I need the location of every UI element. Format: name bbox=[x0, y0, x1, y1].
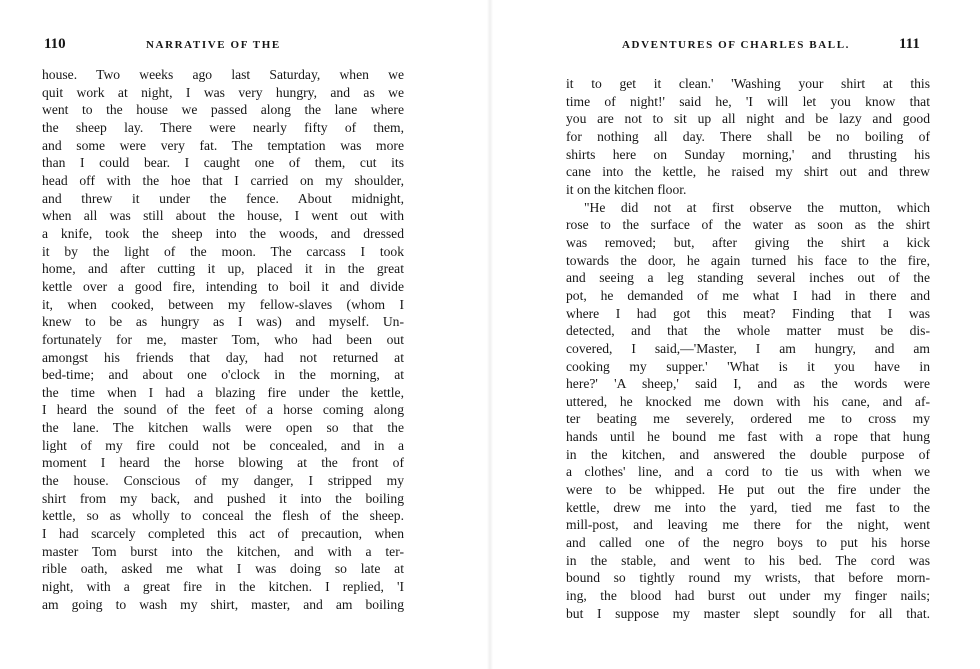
text-line: in the kitchen, and answered the double purpose of bbox=[566, 446, 930, 462]
text-line: for nothing all day. There shall be no boiling of bbox=[566, 128, 930, 144]
body-text bbox=[566, 75, 930, 622]
text-line: mill-post, and leaving me there for the night, went bbox=[566, 517, 930, 533]
text-line: kettle over a good fire, intending to boil it and divide bbox=[42, 278, 404, 294]
text-line: ter beating me severely, ordered me to cross my bbox=[566, 411, 930, 427]
text-line: hands until he bound me fast with a rope that hung bbox=[566, 429, 930, 445]
text-line: I heard the sound of the feet of a horse coming along bbox=[42, 402, 404, 418]
text-line: kettle, so as wholly to conceal the flesh of the sheep. bbox=[42, 508, 404, 524]
text-line: when all was still about the house, I went out with bbox=[42, 208, 404, 224]
text-line: light of my fire could not be concealed, and in a bbox=[42, 437, 404, 453]
text-line: the house. Conscious of my danger, I stripped my bbox=[42, 473, 404, 489]
text-line: the time when I had a blazing fire under the kettle, bbox=[42, 384, 404, 400]
text-line: went to the house we passed along the lane where bbox=[42, 102, 404, 118]
running-head: ADVENTURES OF CHARLES BALL. bbox=[622, 39, 850, 51]
text-line: kettle, drew me into the yard, tied me fast to the bbox=[566, 499, 930, 515]
text-line: rible oath, asked me what I was doing so late at bbox=[42, 561, 404, 577]
text-line: bound so tightly round my wrists, that before morn- bbox=[566, 570, 930, 586]
text-line: shirts here on Sunday morning,' and thrusting his bbox=[566, 146, 930, 162]
text-line: and called one of the negro boys to put his horse bbox=[566, 535, 930, 551]
text-line: time of night!' said he, 'I will let you know that bbox=[566, 93, 930, 109]
text-line: detected, and that the whole matter must be dis- bbox=[566, 323, 930, 339]
text-line: head off with the hoe that I carried on my shoulder, bbox=[42, 172, 404, 188]
text-line: shirt from my back, and pushed it into the boiling bbox=[42, 490, 404, 506]
text-line: amongst his friends that day, had not returned at bbox=[42, 349, 404, 365]
text-line: it by the light of the moon. The carcass I took bbox=[42, 243, 404, 259]
text-line: bed-time; and about one o'clock in the morning, at bbox=[42, 367, 404, 383]
text-line: "He did not at first observe the mutton, which bbox=[584, 199, 930, 215]
text-line: you are not to sit up all night and be lazy and good bbox=[566, 111, 930, 127]
text-line: and some were very fat. The temptation was more bbox=[42, 137, 404, 153]
text-line: it to get it clean.' 'Washing your shirt at this bbox=[566, 76, 930, 91]
text-line: rose to the surface of the water as soon as the shirt bbox=[566, 217, 930, 233]
text-line: cooking my supper.' 'What is it you have in bbox=[566, 358, 930, 374]
text-line: quit work at night, I was very hungry, and as we bbox=[42, 84, 404, 100]
right-page bbox=[490, 0, 980, 669]
text-line: am going to wash my shirt, master, and am boiling bbox=[42, 596, 404, 612]
text-line: moment I heard the horse blowing at the front of bbox=[42, 455, 404, 471]
text-line: were to be whipped. He put out the fire under the bbox=[566, 482, 930, 498]
text-line: I had scarcely completed this act of precaution, when bbox=[42, 526, 404, 542]
text-line: here?' 'A sheep,' said I, and as the words were bbox=[566, 376, 930, 392]
text-line: a clothes' line, and a cord to tie us with when we bbox=[566, 464, 930, 480]
text-line: home, and after cutting it up, placed it in the great bbox=[42, 261, 404, 277]
text-line: cane into the kettle, he raised my shirt out and threw bbox=[566, 164, 930, 180]
text-line: and threw it under the fence. About midnight, bbox=[42, 190, 404, 206]
text-line: house. Two weeks ago last Saturday, when we bbox=[42, 67, 404, 82]
text-line: in the stable, and went to his bed. The cord was bbox=[566, 552, 930, 568]
text-line: where I had got this meat? Finding that I was bbox=[566, 305, 930, 321]
text-line: ing, the blood had burst out under my finger nails; bbox=[566, 588, 930, 604]
text-line: the lane. The kitchen walls were open so that the bbox=[42, 420, 404, 436]
text-line: it on the kitchen floor. bbox=[566, 181, 687, 197]
page-number: 110 bbox=[44, 36, 66, 52]
text-line: master Tom burst into the kitchen, and with a ter- bbox=[42, 543, 404, 559]
text-line: night, with a great fire in the kitchen. I replied, 'I bbox=[42, 579, 404, 595]
text-line: a knife, took the sheep into the woods, and dressed bbox=[42, 225, 404, 241]
running-head: NARRATIVE OF THE bbox=[146, 39, 281, 51]
text-line: than I could bear. I caught one of them, cut its bbox=[42, 155, 404, 171]
text-line: it, when cooked, between my fellow-slaves (whom I bbox=[42, 296, 404, 312]
text-line: towards the door, he again turned his face to the fire, bbox=[566, 252, 930, 268]
text-line: the sheep lay. There were nearly fifty of them, bbox=[42, 119, 404, 135]
body-text bbox=[42, 66, 404, 613]
text-line: pot, he demanded of me what I had in there and bbox=[566, 287, 930, 303]
text-line: but I suppose my master slept soundly for all that. bbox=[566, 605, 930, 621]
text-line: was removed; but, after giving the shirt a kick bbox=[566, 234, 930, 250]
page-number: 111 bbox=[899, 36, 920, 52]
text-line: uttered, he knocked me down with his cane, and af- bbox=[566, 393, 930, 409]
text-line: covered, I said,—'Master, I am hungry, and am bbox=[566, 340, 930, 356]
text-line: and seeing a leg standing several inches out of the bbox=[566, 270, 930, 286]
text-line: knew to be as hungry as I was) and myself. Un- bbox=[42, 314, 404, 330]
text-line: fortunately for me, master Tom, who had been out bbox=[42, 331, 404, 347]
